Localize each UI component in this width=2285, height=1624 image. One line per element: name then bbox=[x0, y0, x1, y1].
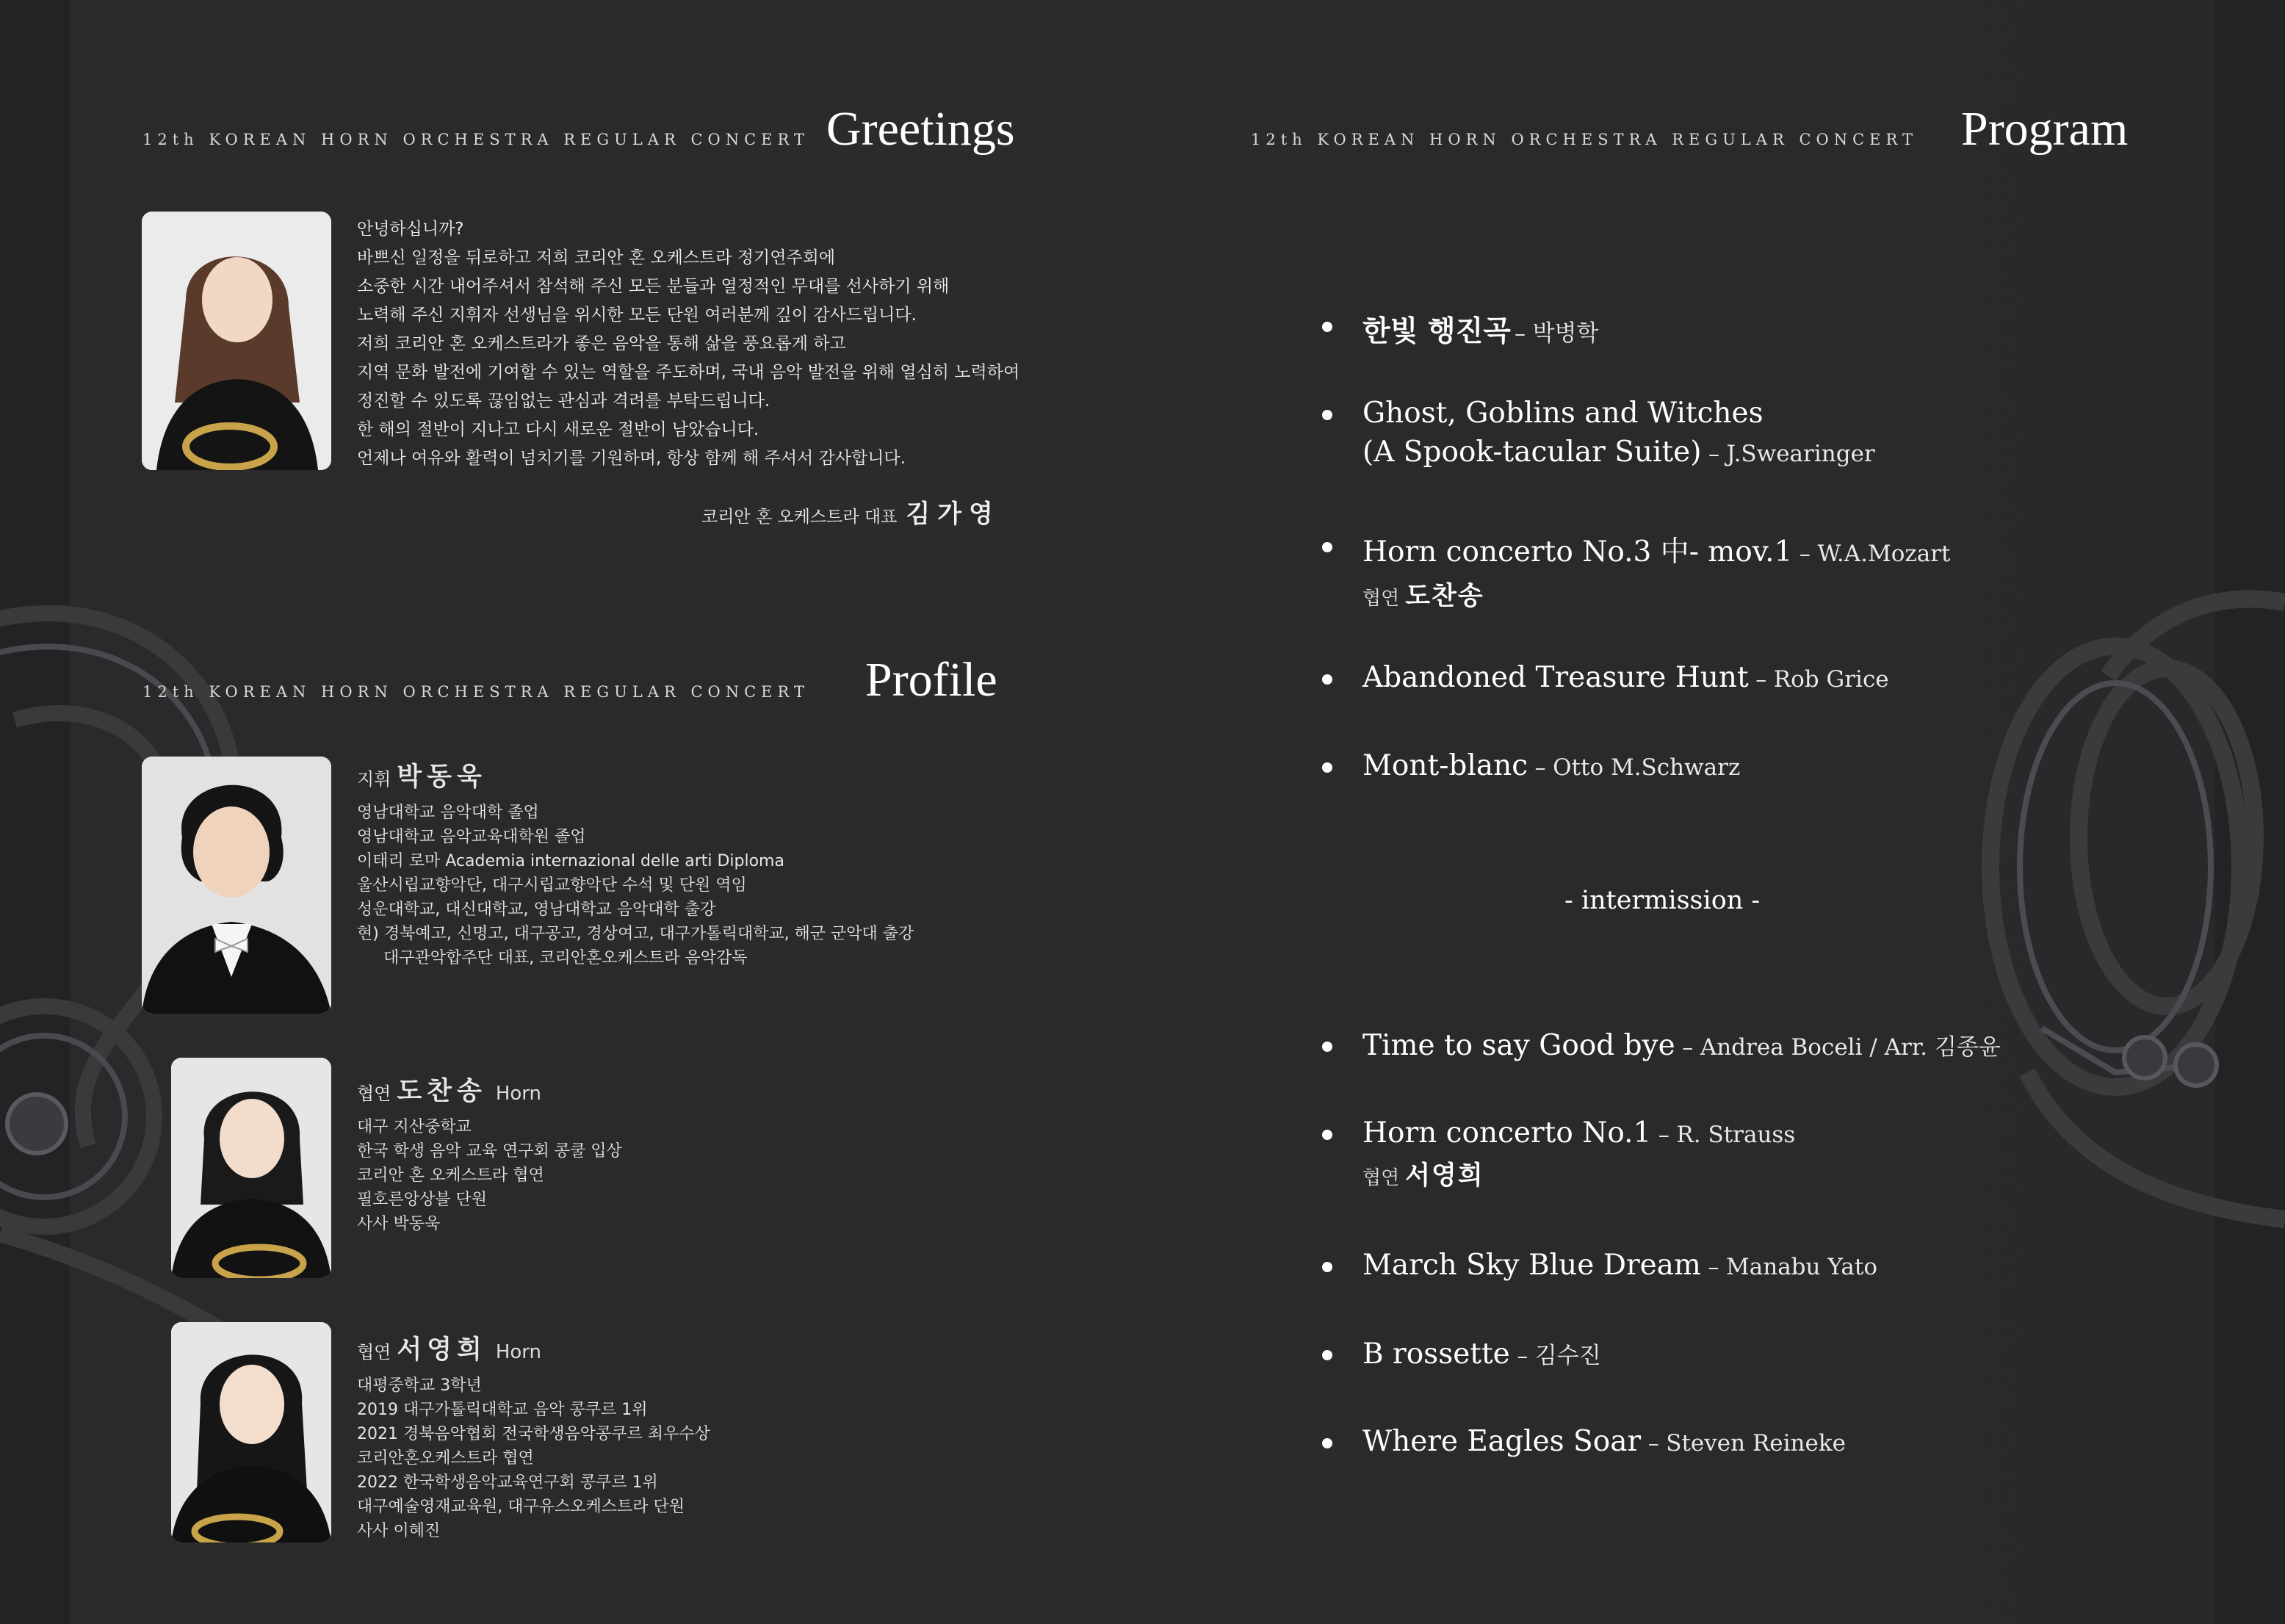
collab-name: 서영희 bbox=[1405, 1161, 1484, 1191]
profile-name: 도찬송 bbox=[397, 1077, 487, 1106]
piece-title: Horn concerto No.3 中- mov.1 bbox=[1362, 535, 1793, 569]
piece-title: Where Eagles Soar bbox=[1362, 1425, 1642, 1458]
bullet-icon bbox=[1322, 542, 1332, 552]
greetings-line: 바쁘신 일정을 뒤로하고 저희 코리안 혼 오케스트라 정기연주회에 bbox=[357, 248, 836, 267]
bio-line: 2022 한국학생음악교육연구회 콩쿠르 1위 bbox=[357, 1473, 658, 1492]
bio-line: 대구 지산중학교 bbox=[357, 1118, 472, 1136]
collab-name: 도찬송 bbox=[1405, 582, 1484, 611]
profile-soloist-1 bbox=[357, 1071, 1018, 1236]
bio-line: 대구관악합주단 대표, 코리안혼오케스트라 음악감독 bbox=[383, 949, 748, 967]
profile-bio bbox=[357, 1115, 1018, 1236]
profile-bio bbox=[357, 801, 1018, 970]
signature-role: 코리안 혼 오케스트라 대표 bbox=[701, 508, 898, 527]
bio-line: 사사 이혜진 bbox=[357, 1522, 441, 1540]
greetings-line: 언제나 여유와 활력이 넘치기를 기원하며, 항상 함께 해 주셔서 감사합니다. bbox=[357, 449, 906, 468]
signature-name: 김가영 bbox=[906, 499, 1000, 529]
bio-line: 코리안혼오케스트라 협연 bbox=[357, 1449, 534, 1468]
intermission-label: - intermission - bbox=[1564, 886, 1761, 915]
greetings-line: 정진할 수 있도록 끊임없는 관심과 격려를 부탁드립니다. bbox=[357, 391, 770, 411]
greetings-line: 지역 문화 발전에 기여할 수 있는 역할을 주도하며, 국내 음악 발전을 위해 열심히 노력하여 bbox=[357, 363, 1020, 382]
program-title: Program bbox=[1961, 102, 2129, 156]
piece-composer: Manabu Yato bbox=[1726, 1254, 1877, 1280]
bio-line: 영남대학교 음악대학 졸업 bbox=[357, 804, 539, 822]
piece-composer: 김수진 bbox=[1534, 1343, 1601, 1369]
piece-composer: W.A.Mozart bbox=[1817, 541, 1951, 567]
piece-composer: J.Swearinger bbox=[1726, 441, 1875, 467]
bio-line: 필호른앙상블 단원 bbox=[357, 1191, 488, 1209]
bio-line: 울산시립교향악단, 대구시립교향악단 수석 및 단원 역임 bbox=[357, 876, 747, 895]
bullet-icon bbox=[1322, 1042, 1332, 1052]
profile-role: 지휘 bbox=[357, 769, 391, 790]
profile-instrument: Horn bbox=[495, 1341, 541, 1363]
piece-title: Mont-blanc bbox=[1362, 749, 1528, 782]
representative-photo bbox=[142, 212, 331, 470]
profile-subheader: 12th KOREAN HORN ORCHESTRA REGULAR CONCERT bbox=[142, 683, 809, 701]
bio-line: 이태리 로마 Academia internazional delle arti Diploma bbox=[357, 852, 784, 870]
collab-label: 협연 bbox=[1362, 588, 1400, 610]
greetings-line: 한 해의 절반이 지나고 다시 새로운 절반이 남았습니다. bbox=[357, 420, 759, 439]
profile-soloist-2 bbox=[357, 1329, 1018, 1543]
profile-instrument: Horn bbox=[495, 1083, 541, 1105]
bio-line: 2021 경북음악협회 전국학생음악콩쿠르 최우수상 bbox=[357, 1425, 710, 1443]
greetings-line: 저희 코리안 혼 오케스트라가 좋은 음악을 통해 삶을 풍요롭게 하고 bbox=[357, 334, 846, 353]
bullet-icon bbox=[1322, 322, 1332, 332]
profile-bio bbox=[357, 1374, 1018, 1543]
bio-line: 대평중학교 3학년 bbox=[357, 1376, 482, 1395]
concert-brochure-spread: 12th KOREAN HORN ORCHESTRA REGULAR CONCERT Greetings 안녕하십니까? 바쁘신 일정을 뒤로하고 저희 코리안 혼 오케스트라 정기연주회에 소중한 시간 내어주셔서 참석해 주신 모든 분들과 열정적인 무대를 선사하기 위해 노력해 주신 지휘자 선생님을 위시한 모든 단원 여러분께 깊이 감사드립니다. 저희 코리안 혼 오케스트라가 좋은 음악을 통해 삶을 풍요롭게 하고 지역 문화 발전에 기여할 수 있는 역할을 주도하며, 국내 음악 발전을 위해 열심히 노력하여 정진할 수 있도록 끊임없는 관심과 격려를 부탁드립니다. 한 해의 절반이 지나고 다시 새로운 절반이 남았습니다. 언제나 여유와 활력이 넘치기를 기원하며, 항상 함께 해 주셔서 감사합니다. 코리안 혼 오케스트라 대표 김가영 12th KOREAN HORN ORCHESTRA REGULAR CONCERT Profile 지휘 박동욱 영남대학교 음악대학 졸업 영남대학교 음악교육대학원 졸업 이태리 로마 Academia internazional delle arti Diploma 울산시립교향악단, 대구시립교향악단 수석 및 단원 역임 성운대학교, 대신대학교, 영남대학교 음악대학 출강 현) 경북예고, 신명고, 대구공고, 경상여고, 대구가톨릭대학교, 해군 군악대 출강 대구관악합주단 대표, 코리안혼오케스트라 음악감독 협연 도찬송 Horn 대구 지산중학교 한국 학생 음악 교육 연구회 콩쿨 입상 코리안 혼 오케스트라 협연 필호른앙상블 단원 사사 박동욱 협연 서영희 Horn 대평중학교 3학년 2019 대구가톨릭대학교 음악 콩쿠르 1위 2021 경북음악협회 전국학생음악콩쿠르 최우수상 코리안혼오케스트라 협연 2022 한국학생음악교육연구회 콩쿠르 1위 대구예술영재교육원, 대구유스오케스트라 단원 사사 이혜진 12th KOREAN HORN ORCHESTRA REGULAR CONCERT Program 한빛 행진곡 – 박병학 Ghost, Goblins and Witches (A Spook-tacular Suite) – J.Swearinger Horn concerto No.3 中- mov.1 – W.A.Mozart 협연 도찬송 Abandoned Treasure Hunt – Rob Grice Mont-blanc – Otto M.Schwarz Time to say Good bye – Andrea Boceli / Arr. 김종윤 Horn concerto No.1 – R. Strauss 협연 서영희 March Sky Blue Dream – Manabu Yato B rossette – 김수진 Where Eagles Soar – Steven Reineke - intermission - bbox=[0, 0, 2285, 1624]
collab-label: 협연 bbox=[1362, 1167, 1400, 1189]
profile-name: 박동욱 bbox=[397, 762, 487, 792]
bullet-icon bbox=[1322, 762, 1332, 773]
bullet-icon bbox=[1322, 674, 1332, 685]
piece-composer: R. Strauss bbox=[1676, 1122, 1796, 1148]
bullet-icon bbox=[1322, 1350, 1332, 1360]
bullet-icon bbox=[1322, 1130, 1332, 1140]
bullet-icon bbox=[1322, 1438, 1332, 1448]
profile-role: 협연 bbox=[357, 1083, 391, 1104]
piece-title: Abandoned Treasure Hunt bbox=[1362, 661, 1749, 694]
conductor-photo bbox=[142, 757, 331, 1014]
bio-line: 영남대학교 음악교육대학원 졸업 bbox=[357, 828, 586, 846]
french-horn-decoration-right bbox=[1924, 558, 2285, 1366]
soloist-2-photo bbox=[171, 1322, 331, 1542]
piece-subtitle: (A Spook-tacular Suite) bbox=[1362, 436, 1702, 469]
greetings-line: 노력해 주신 지휘자 선생님을 위시한 모든 단원 여러분께 깊이 감사드립니다. bbox=[357, 306, 917, 325]
greetings-body bbox=[357, 215, 1033, 473]
greetings-title: Greetings bbox=[826, 102, 1015, 156]
piece-composer: Andrea Boceli / Arr. 김종윤 bbox=[1700, 1034, 2001, 1061]
bullet-icon bbox=[1322, 410, 1332, 420]
greetings-line: 안녕하십니까? bbox=[357, 220, 464, 239]
greetings-signature bbox=[701, 494, 1000, 530]
profile-title: Profile bbox=[865, 653, 997, 707]
piece-composer: Steven Reineke bbox=[1666, 1430, 1846, 1457]
program-subheader: 12th KOREAN HORN ORCHESTRA REGULAR CONCERT bbox=[1251, 131, 1918, 148]
bio-line: 한국 학생 음악 교육 연구회 콩쿨 입상 bbox=[357, 1142, 622, 1161]
bio-line: 2019 대구가톨릭대학교 음악 콩쿠르 1위 bbox=[357, 1401, 648, 1419]
profile-conductor bbox=[357, 757, 1018, 970]
bio-line: 현) 경북예고, 신명고, 대구공고, 경상여고, 대구가톨릭대학교, 해군 군악대 출강 bbox=[357, 925, 914, 943]
profile-role: 협연 bbox=[357, 1342, 391, 1363]
piece-composer: 박병학 bbox=[1532, 320, 1599, 347]
profile-role-line bbox=[357, 757, 1018, 793]
bio-line: 성운대학교, 대신대학교, 영남대학교 음악대학 출강 bbox=[357, 901, 716, 919]
piece-title: March Sky Blue Dream bbox=[1362, 1249, 1701, 1282]
soloist-1-photo bbox=[171, 1058, 331, 1278]
piece-title: 한빛 행진곡 bbox=[1362, 315, 1511, 348]
piece-title: Time to say Good bye bbox=[1362, 1029, 1675, 1062]
piece-title: Ghost, Goblins and Witches bbox=[1362, 397, 1764, 430]
greetings-line: 소중한 시간 내어주셔서 참석해 주신 모든 분들과 열정적인 무대를 선사하기 위해 bbox=[357, 277, 950, 296]
piece-title: B rossette bbox=[1362, 1338, 1510, 1371]
profile-role-line bbox=[357, 1329, 1018, 1366]
piece-title: Horn concerto No.1 bbox=[1362, 1116, 1652, 1150]
piece-composer: Rob Grice bbox=[1773, 666, 1889, 693]
bio-line: 사사 박동욱 bbox=[357, 1215, 441, 1233]
greetings-subheader: 12th KOREAN HORN ORCHESTRA REGULAR CONCERT bbox=[142, 131, 809, 148]
profile-role-line bbox=[357, 1071, 1018, 1108]
piece-composer: Otto M.Schwarz bbox=[1553, 754, 1741, 781]
bullet-icon bbox=[1322, 1262, 1332, 1272]
bio-line: 대구예술영재교육원, 대구유스오케스트라 단원 bbox=[357, 1498, 685, 1516]
bio-line: 코리안 혼 오케스트라 협연 bbox=[357, 1166, 544, 1185]
profile-name: 서영희 bbox=[397, 1335, 487, 1365]
